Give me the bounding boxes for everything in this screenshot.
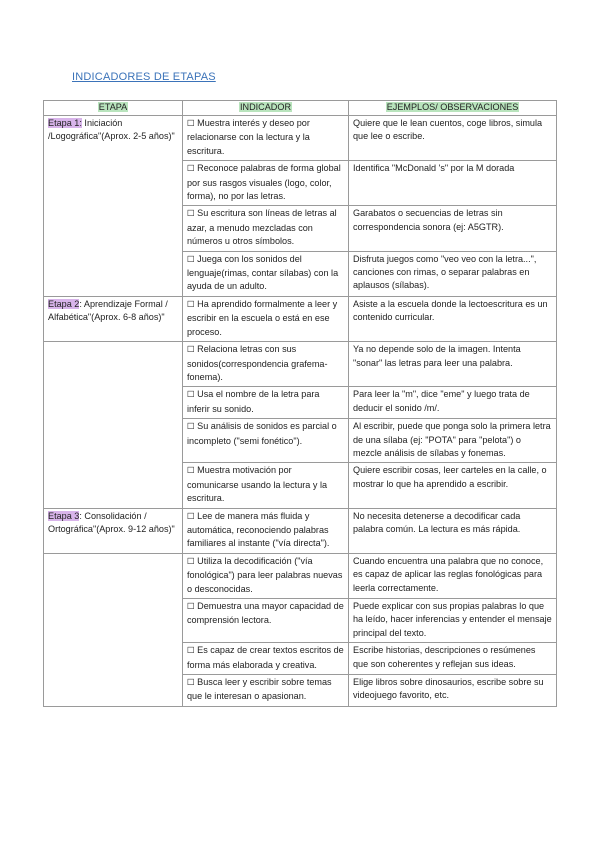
stage-description: Iniciación /Logográfica"(Aprox. 2-5 años)"	[48, 118, 175, 142]
indicator-cell: ☐ Reconoce palabras de forma global por sus rasgos visuales (logo, color, forma), no por las letras.	[183, 161, 349, 206]
example-cell: Escribe historias, descripciones o resúmenes que son coherentes y reflejan sus ideas.	[349, 643, 557, 675]
checkbox-icon[interactable]: ☐	[187, 390, 195, 401]
example-cell: Cuando encuentra una palabra que no conoce, es capaz de aplicar las reglas fonológicas para leerla correctamente.	[349, 553, 557, 598]
table-row	[44, 508, 557, 553]
stage-description: : Consolidación / Ortográfica"(Aprox. 9-12 años)"	[48, 510, 175, 534]
indicator-cell: ☐ Juega con los sonidos del lenguaje(rimas, contar sílabas) con la ayuda de un adulto.	[183, 251, 349, 296]
indicator-cell: ☐ Lee de manera más fluida y automática, reconociendo palabras familiares al instante ("vía directa").	[183, 508, 349, 553]
header-ejemplos: EJEMPLOS/ OBSERVACIONES	[349, 101, 557, 116]
example-cell: Puede explicar con sus propias palabras lo que ha leído, hacer inferencias y entender el mensaje principal del texto.	[349, 599, 557, 643]
stage-cell	[44, 296, 183, 341]
indicator-cell: ☐ Su escritura son líneas de letras al azar, a menudo mezcladas con números u otros símbolos.	[183, 206, 349, 251]
document-title: INDICADORES DE ETAPAS	[72, 71, 216, 83]
checkbox-icon[interactable]: ☐	[187, 678, 195, 689]
indicator-cell: ☐ Utiliza la decodificación ("vía fonológica") para leer palabras nuevas o desconocidas.	[183, 553, 349, 598]
checkbox-icon[interactable]: ☐	[187, 556, 195, 567]
stage-cell-empty	[44, 553, 183, 706]
example-cell: Identifica "McDonald 's" por la M dorada	[349, 161, 557, 206]
indicators-table	[43, 100, 557, 707]
table-row	[44, 296, 557, 341]
stage-cell	[44, 116, 183, 297]
indicator-cell: ☐ Su análisis de sonidos es parcial o incompleto ("semi fonético").	[183, 419, 349, 463]
example-cell: Disfruta juegos como "veo veo con la letra...", canciones con rimas, o separar palabras en aplausos (sílabas).	[349, 251, 557, 296]
example-cell: Al escribir, puede que ponga solo la primera letra de una sílaba (ej: "POTA" para "pelota") o mezcle análisis de sílabas y fonemas.	[349, 419, 557, 463]
indicator-cell: ☐ Ha aprendido formalmente a leer y escribir en la escuela o está en ese proceso.	[183, 296, 349, 341]
stage-label: Etapa 2	[48, 298, 80, 309]
example-cell: No necesita detenerse a decodificar cada palabra común. La lectura es más rápida.	[349, 508, 557, 553]
checkbox-icon[interactable]: ☐	[187, 164, 195, 175]
checkbox-icon[interactable]: ☐	[187, 646, 195, 657]
example-cell: Elige libros sobre dinosaurios, escribe sobre su videojuego favorito, etc.	[349, 675, 557, 707]
indicator-cell: ☐ Usa el nombre de la letra para inferir su sonido.	[183, 387, 349, 419]
indicator-cell: ☐ Relaciona letras con sus sonidos(correspondencia grafema-fonema).	[183, 342, 349, 387]
indicator-cell: ☐ Demuestra una mayor capacidad de comprensión lectora.	[183, 599, 349, 643]
header-etapa: ETAPA	[44, 101, 183, 116]
indicator-cell: ☐ Busca leer y escribir sobre temas que le interesan o apasionan.	[183, 675, 349, 707]
checkbox-icon[interactable]: ☐	[187, 119, 195, 129]
checkbox-icon[interactable]: ☐	[187, 602, 195, 612]
indicator-cell: ☐ Muestra motivación por comunicarse usando la lectura y la escritura.	[183, 463, 349, 508]
header-indicador: INDICADOR	[183, 101, 349, 116]
stage-description: : Aprendizaje Formal / Alfabética"(Aprox. 6-8 años)"	[48, 298, 168, 323]
example-cell: Para leer la "m", dice "eme" y luego trata de deducir el sonido /m/.	[349, 387, 557, 419]
checkbox-icon[interactable]: ☐	[187, 345, 195, 356]
example-cell: Asiste a la escuela donde la lectoescritura es un contenido curricular.	[349, 296, 557, 341]
example-cell: Garabatos o secuencias de letras sin correspondencia sonora (ej: A5GTR).	[349, 206, 557, 251]
stage-label: Etapa 3	[48, 510, 80, 521]
checkbox-icon[interactable]: ☐	[187, 511, 195, 522]
table-row	[44, 553, 557, 598]
checkbox-icon[interactable]: ☐	[187, 299, 195, 310]
checkbox-icon[interactable]: ☐	[187, 466, 195, 477]
checkbox-icon[interactable]: ☐	[187, 254, 195, 265]
stage-cell-empty	[44, 342, 183, 508]
checkbox-icon[interactable]: ☐	[187, 209, 195, 220]
checkbox-icon[interactable]: ☐	[187, 422, 195, 433]
example-cell: Quiere escribir cosas, leer carteles en la calle, o mostrar lo que ha aprendido a escribir.	[349, 463, 557, 508]
example-cell: Quiere que le lean cuentos, coge libros, simula que lee o escribe.	[349, 116, 557, 161]
stage-cell	[44, 508, 183, 553]
example-cell: Ya no depende solo de la imagen. Intenta "sonar" las letras para leer una palabra.	[349, 342, 557, 387]
stage-label: Etapa 1:	[48, 118, 82, 128]
table-header-row	[44, 101, 557, 116]
table-row	[44, 116, 557, 161]
indicator-cell: ☐ Es capaz de crear textos escritos de forma más elaborada y creativa.	[183, 643, 349, 675]
indicator-cell: ☐ Muestra interés y deseo por relacionarse con la lectura y la escritura.	[183, 116, 349, 161]
table-row	[44, 342, 557, 387]
